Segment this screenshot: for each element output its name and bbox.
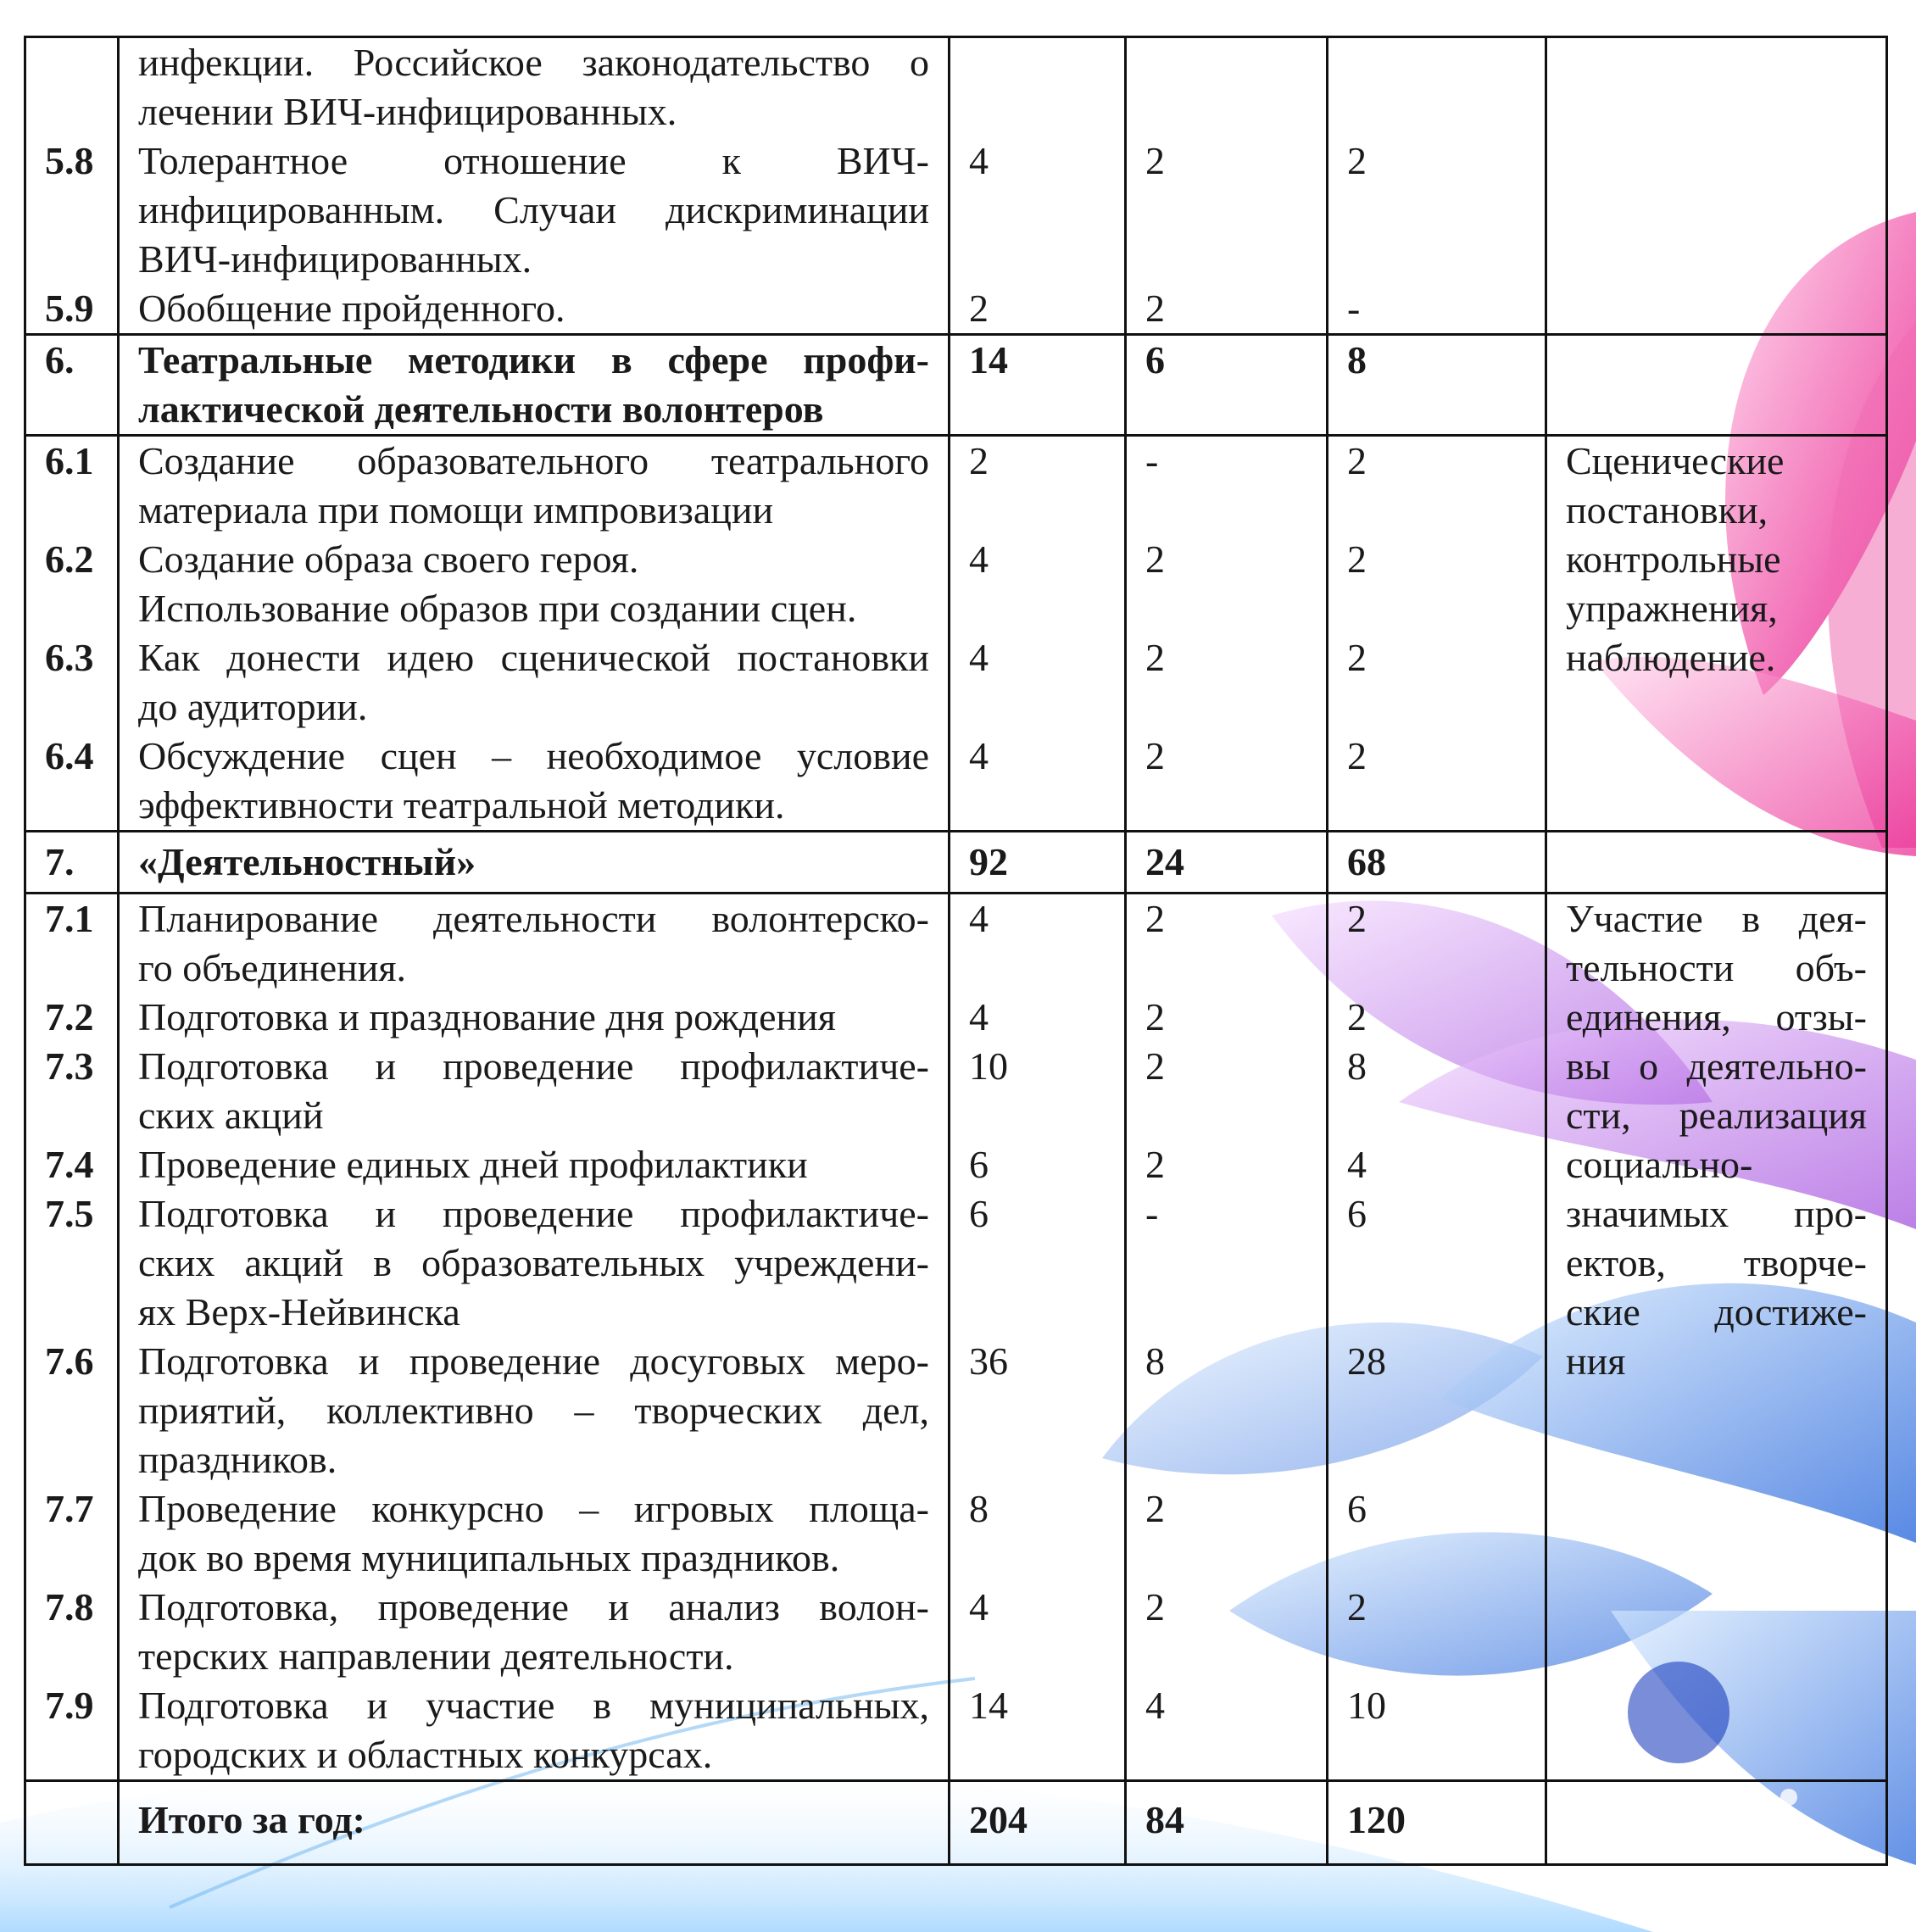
control-form-line: ские достиже- [1566, 1290, 1867, 1333]
topic-line: Подготовка и празднование дня рождения [138, 995, 836, 1038]
control-form-cell [1546, 436, 1887, 832]
topic-line: лечении ВИЧ-инфицированных. [138, 90, 677, 133]
year-practice-hours: 120 [1347, 1798, 1406, 1841]
topic-line: док во время муниципальных праздников. [138, 1536, 840, 1579]
section-theory: 24 [1145, 840, 1184, 883]
control-form-line: упражнения, [1566, 587, 1778, 630]
row-number: 6.3 [45, 636, 94, 679]
topic-line: Планирование деятельности волонтерско- [138, 897, 929, 940]
control-form-cell [1546, 894, 1887, 1781]
topic-line: го объединения. [138, 946, 407, 989]
control-form-line: контрольные [1566, 537, 1781, 581]
theory-hours-cell: 2 2 [1126, 37, 1328, 335]
practice-hours-cell: 2 2 8 4 6 28 6 2 10 [1328, 894, 1546, 1781]
topic-line: терских направлении деятельности. [138, 1634, 734, 1678]
control-form-line: постановки, [1566, 488, 1768, 532]
control-form-line: Сценические [1566, 439, 1785, 482]
topic-line: эффективности театральной методики. [138, 783, 785, 827]
control-form-line: единения, отзы- [1566, 995, 1867, 1038]
topic-line: Подготовка и проведение профилактиче- [138, 1044, 929, 1088]
topic-line: Создание образа своего героя. [138, 537, 639, 581]
topic-cell [119, 894, 950, 1781]
row-number: 5.9 [45, 287, 94, 330]
control-form-line: наблюдение. [1566, 636, 1776, 679]
topic-line: Обсуждение сцен – необходимое условие [138, 734, 929, 777]
table-row [25, 37, 1887, 335]
total-hours-cell: 4 2 [950, 37, 1126, 335]
practice-hours-cell: 2 2 2 2 [1328, 436, 1546, 832]
section-total: 92 [969, 840, 1008, 883]
row-number: 7.9 [45, 1684, 94, 1727]
topic-line: инфицированным. Случаи дискриминации [138, 188, 929, 231]
control-form-cell [1546, 37, 1887, 335]
topic-line: Проведение конкурсно – игровых площа- [138, 1487, 929, 1530]
curriculum-table [24, 36, 1888, 1866]
section-title-line: «Деятельностный» [138, 840, 476, 883]
section-header-row [25, 832, 1887, 894]
topic-line: Создание образовательного театрального [138, 439, 929, 482]
topic-cell [119, 436, 950, 832]
control-form-line: вы о деятельно- [1566, 1044, 1867, 1088]
topic-cell [119, 37, 950, 335]
topic-line: Подготовка и проведение досуговых меро- [138, 1339, 929, 1383]
row-number-cell [25, 37, 119, 335]
practice-hours-cell: 2 - [1328, 37, 1546, 335]
control-form-line: ектов, творче- [1566, 1241, 1867, 1284]
row-number: 7.3 [45, 1044, 94, 1088]
theory-hours-cell: 2 2 2 2 - 8 2 2 4 [1126, 894, 1328, 1781]
topic-line: праздников. [138, 1438, 337, 1481]
row-number: 7.2 [45, 995, 94, 1038]
row-number-cell [25, 436, 119, 832]
topic-line: инфекции. Российское законодательство о [138, 41, 929, 84]
row-number-cell [25, 894, 119, 1781]
section-number: 6. [45, 338, 75, 381]
topic-line: ях Верх-Нейвинска [138, 1290, 460, 1333]
year-theory-hours: 84 [1145, 1798, 1184, 1841]
program-table-sheet [24, 36, 1885, 1866]
table-row [25, 436, 1887, 832]
table-row [25, 894, 1887, 1781]
row-number: 6.2 [45, 537, 94, 581]
topic-line: Подготовка и проведение профилактиче- [138, 1192, 929, 1235]
row-number: 5.8 [45, 139, 94, 182]
topic-line: Проведение единых дней профилактики [138, 1143, 808, 1186]
section-title-line: Театральные методики в сфере профи- [138, 338, 929, 381]
topic-line: Использование образов при создании сцен. [138, 587, 857, 630]
section-practice: 8 [1347, 338, 1367, 381]
row-number: 7.4 [45, 1143, 94, 1186]
topic-line: Обобщение пройденного. [138, 287, 565, 330]
year-total-hours: 204 [969, 1798, 1028, 1841]
row-number: 7.1 [45, 897, 94, 940]
total-hours-cell: 4 4 10 6 6 36 8 4 14 [950, 894, 1126, 1781]
topic-line: Подготовка, проведение и анализ волон- [138, 1585, 929, 1629]
row-number: 6.1 [45, 439, 94, 482]
row-number: 7.8 [45, 1585, 94, 1629]
topic-line: Подготовка и участие в муниципальных, [138, 1684, 929, 1727]
section-practice: 68 [1347, 840, 1386, 883]
control-form-line: ния [1566, 1339, 1626, 1383]
control-form-line: значимых про- [1566, 1192, 1867, 1235]
row-number: 7.7 [45, 1487, 94, 1530]
year-total-row [25, 1781, 1887, 1865]
topic-line: приятий, коллективно – творческих дел, [138, 1389, 929, 1432]
control-form-line: тельности объ- [1566, 946, 1867, 989]
section-header-row [25, 335, 1887, 436]
control-form-line: сти, реализация [1566, 1094, 1867, 1137]
topic-line: Как донести идею сценической постановки [138, 636, 929, 679]
row-number: 7.5 [45, 1192, 94, 1235]
section-theory: 6 [1145, 338, 1165, 381]
control-form-line: Участие в дея- [1566, 897, 1867, 940]
row-number: 6.4 [45, 734, 94, 777]
row-number: 7.6 [45, 1339, 94, 1383]
theory-hours-cell: - 2 2 2 [1126, 436, 1328, 832]
control-form-line: социально- [1566, 1143, 1753, 1186]
section-total: 14 [969, 338, 1008, 381]
total-hours-cell: 2 4 4 4 [950, 436, 1126, 832]
year-total-label: Итого за год: [138, 1798, 366, 1841]
topic-line: ских акций в образовательных учреждени- [138, 1241, 929, 1284]
section-number: 7. [45, 840, 75, 883]
topic-line: Толерантное отношение к ВИЧ- [138, 139, 929, 182]
topic-line: ских акций [138, 1094, 324, 1137]
topic-line: ВИЧ-инфицированных. [138, 237, 532, 281]
section-title-line: лактической деятельности волонтеров [138, 387, 824, 431]
topic-line: городских и областных конкурсах. [138, 1733, 713, 1776]
topic-line: материала при помощи импровизации [138, 488, 774, 532]
topic-line: до аудитории. [138, 685, 368, 728]
